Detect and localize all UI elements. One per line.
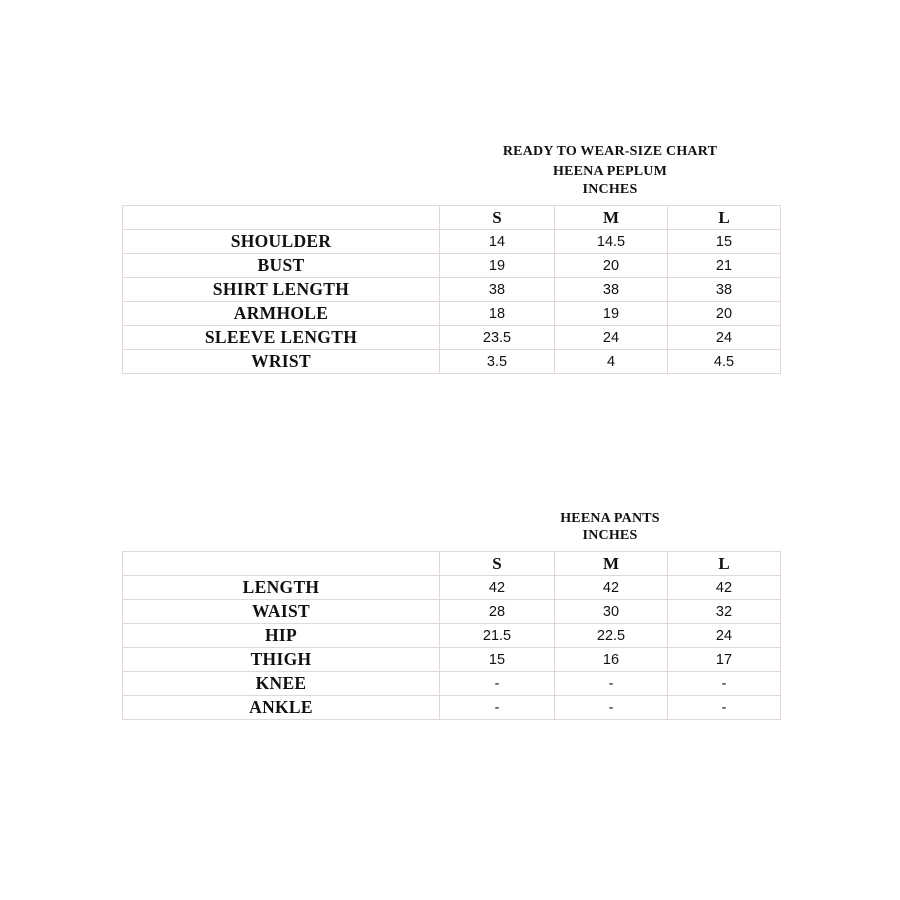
pants-size-table <box>122 551 781 720</box>
cell-value: 15 <box>440 648 555 672</box>
chart-title: READY TO WEAR-SIZE CHART <box>502 144 718 159</box>
table-row <box>123 672 781 696</box>
cell-value: 20 <box>668 302 781 326</box>
row-label: SHOULDER <box>123 230 440 254</box>
cell-value: 18 <box>440 302 555 326</box>
cell-value: 14.5 <box>555 230 668 254</box>
cell-value: 22.5 <box>555 624 668 648</box>
cell-value: - <box>440 696 555 720</box>
peplum-product-name: HEENA PEPLUM <box>552 164 668 179</box>
cell-value: 19 <box>555 302 668 326</box>
row-label: WAIST <box>123 600 440 624</box>
cell-value: - <box>555 672 668 696</box>
table-row <box>123 696 781 720</box>
peplum-unit-label: INCHES <box>582 182 638 197</box>
cell-value: 17 <box>668 648 781 672</box>
cell-value: 24 <box>555 326 668 350</box>
table-header-row <box>123 206 781 230</box>
table-row <box>123 230 781 254</box>
header-cell-blank <box>123 206 440 230</box>
header-cell-m: M <box>555 552 668 576</box>
table-header-row <box>123 552 781 576</box>
cell-value: 32 <box>668 600 781 624</box>
row-label: BUST <box>123 254 440 278</box>
header-cell-s: S <box>440 206 555 230</box>
table-row <box>123 350 781 374</box>
row-label: SHIRT LENGTH <box>123 278 440 302</box>
row-label: ARMHOLE <box>123 302 440 326</box>
cell-value: - <box>668 672 781 696</box>
cell-value: 21 <box>668 254 781 278</box>
cell-value: 24 <box>668 326 781 350</box>
cell-value: 14 <box>440 230 555 254</box>
cell-value: 42 <box>555 576 668 600</box>
header-cell-blank <box>123 552 440 576</box>
cell-value: 20 <box>555 254 668 278</box>
cell-value: 38 <box>668 278 781 302</box>
row-label: ANKLE <box>123 696 440 720</box>
cell-value: 24 <box>668 624 781 648</box>
cell-value: 16 <box>555 648 668 672</box>
row-label: KNEE <box>123 672 440 696</box>
row-label: HIP <box>123 624 440 648</box>
cell-value: 19 <box>440 254 555 278</box>
row-label: LENGTH <box>123 576 440 600</box>
cell-value: 15 <box>668 230 781 254</box>
cell-value: 42 <box>440 576 555 600</box>
cell-value: 4 <box>555 350 668 374</box>
cell-value: - <box>555 696 668 720</box>
cell-value: 28 <box>440 600 555 624</box>
table-row <box>123 648 781 672</box>
row-label: THIGH <box>123 648 440 672</box>
pants-product-name: HEENA PANTS <box>560 511 660 526</box>
cell-value: 21.5 <box>440 624 555 648</box>
table-row <box>123 254 781 278</box>
table-row <box>123 624 781 648</box>
table-row <box>123 302 781 326</box>
table-row <box>123 576 781 600</box>
cell-value: 42 <box>668 576 781 600</box>
cell-value: 23.5 <box>440 326 555 350</box>
cell-value: 38 <box>440 278 555 302</box>
table-row <box>123 326 781 350</box>
pants-unit-label: INCHES <box>582 528 638 543</box>
cell-value: 3.5 <box>440 350 555 374</box>
cell-value: 30 <box>555 600 668 624</box>
cell-value: - <box>668 696 781 720</box>
header-cell-l: L <box>668 206 781 230</box>
table-row <box>123 600 781 624</box>
cell-value: - <box>440 672 555 696</box>
row-label: SLEEVE LENGTH <box>123 326 440 350</box>
header-cell-m: M <box>555 206 668 230</box>
table-row <box>123 278 781 302</box>
cell-value: 4.5 <box>668 350 781 374</box>
peplum-size-table <box>122 205 781 374</box>
cell-value: 38 <box>555 278 668 302</box>
header-cell-s: S <box>440 552 555 576</box>
header-cell-l: L <box>668 552 781 576</box>
row-label: WRIST <box>123 350 440 374</box>
